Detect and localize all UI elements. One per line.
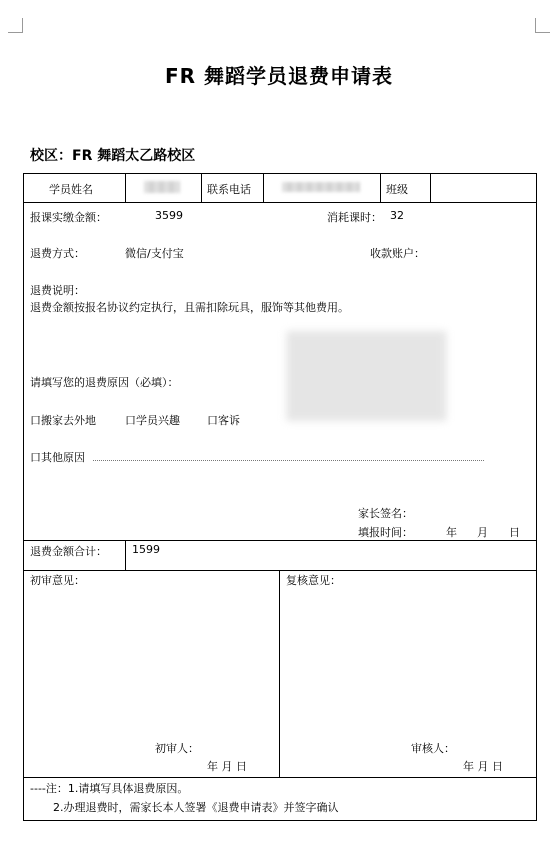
row-divider (24, 777, 536, 778)
receiving-account-label: 收款账户： (370, 247, 425, 260)
student-name-label: 学员姓名 (49, 183, 93, 196)
student-name-redacted (144, 181, 180, 193)
refund-form-table (23, 173, 537, 821)
consumed-lessons-label: 消耗课时： (327, 211, 382, 224)
col-divider (380, 174, 381, 202)
paid-amount-value: 3599 (155, 209, 183, 222)
reason-option-complaint[interactable]: 口客诉 (207, 414, 240, 427)
second-review-label: 复核意见： (286, 574, 341, 587)
refund-total-value: 1599 (132, 543, 160, 556)
fill-month: 月 (477, 526, 488, 539)
refund-method-label: 退费方式： (30, 247, 85, 260)
col-divider (125, 540, 126, 570)
reason-option-interest[interactable]: 口学员兴趣 (125, 414, 180, 427)
col-divider (430, 174, 431, 202)
refund-method-value: 微信/支付宝 (125, 247, 184, 260)
second-reviewer-label: 审核人： (411, 742, 455, 755)
fill-time-label: 填报时间： (358, 526, 413, 539)
footer-note-1: ----注：1.请填写具体退费原因。 (30, 782, 189, 795)
phone-label: 联系电话 (207, 183, 251, 196)
col-divider (201, 174, 202, 202)
refund-note-title: 退费说明： (30, 284, 85, 297)
other-reason-fill-line[interactable] (93, 460, 484, 461)
fill-day: 日 (509, 526, 520, 539)
reason-prompt: 请填写您的退费原因（必填）： (30, 376, 179, 389)
signature-redacted (286, 331, 446, 421)
page-corner-mark-left (8, 18, 23, 33)
col-divider (279, 570, 280, 777)
fill-year: 年 (446, 526, 457, 539)
reason-option-moving[interactable]: 口搬家去外地 (30, 414, 96, 427)
row-divider (24, 202, 536, 203)
consumed-lessons-value: 32 (390, 209, 404, 222)
first-review-date: 年 月 日 (207, 760, 247, 773)
reason-option-other[interactable]: 口其他原因 (30, 451, 85, 464)
class-label: 班级 (386, 183, 408, 196)
paid-amount-label: 报课实缴金额： (30, 211, 107, 224)
campus-label: 校区：FR 舞蹈太乙路校区 (30, 148, 196, 164)
col-divider (263, 174, 264, 202)
first-reviewer-label: 初审人： (155, 742, 199, 755)
footer-note-2: 2.办理退费时，需家长本人签署《退费申请表》并签字确认 (53, 801, 339, 814)
parent-signature-label: 家长签名： (358, 507, 413, 520)
col-divider (125, 174, 126, 202)
page-corner-mark-right (535, 18, 550, 33)
refund-total-label: 退费金额合计： (30, 545, 107, 558)
page-title: FR 舞蹈学员退费申请表 (164, 64, 394, 88)
refund-note-text: 退费金额按报名协议约定执行，且需扣除玩具，服饰等其他费用。 (30, 301, 349, 314)
row-divider (24, 540, 536, 541)
row-divider (24, 570, 536, 571)
first-review-label: 初审意见： (30, 574, 85, 587)
phone-redacted (282, 182, 360, 192)
second-review-date: 年 月 日 (463, 760, 503, 773)
